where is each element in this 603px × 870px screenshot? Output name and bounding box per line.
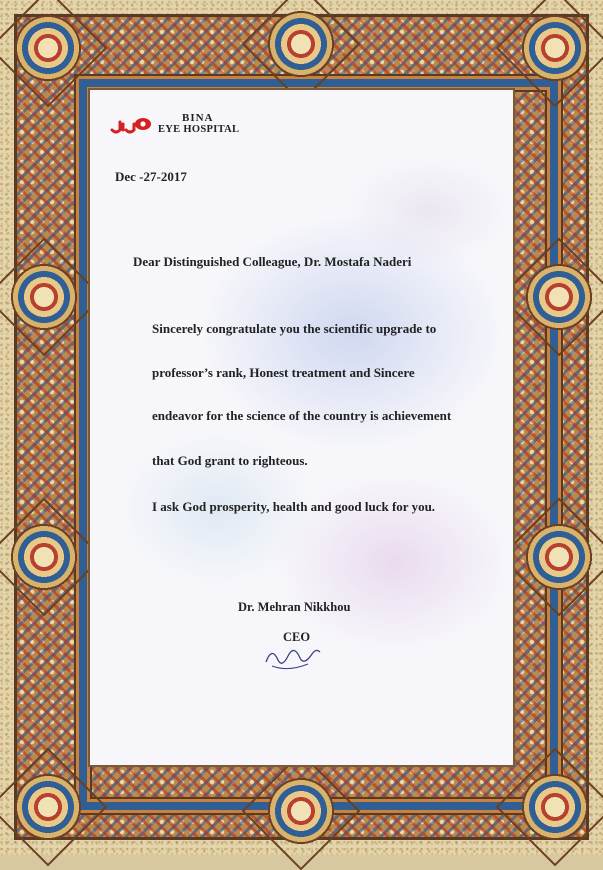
letter-greeting: Dear Distinguished Colleague, Dr. Mostafa Naderi (133, 254, 412, 269)
body-line-4: that God grant to righteous. (152, 453, 308, 468)
body-line-3: endeavor for the science of the country is achievement (152, 408, 452, 423)
body-line-1: Sincerely congratulate you the scientific upgrade to (152, 321, 437, 336)
hospital-logo (110, 112, 239, 136)
body-line-2: professor’s rank, Honest treatment and Sincere (152, 365, 415, 380)
signatory-title: CEO (283, 630, 311, 644)
logo-subtitle: EYE HOSPITAL (158, 124, 240, 135)
handwritten-signature (258, 632, 328, 676)
body-line-5: I ask God prosperity, health and good luck for you. (152, 499, 436, 514)
signatory-name: Dr. Mehran Nikkhou (238, 600, 351, 614)
letter-date: Dec -27-2017 (115, 169, 187, 184)
logo-name: BINA (182, 112, 214, 124)
eye-logo-icon (110, 112, 152, 136)
